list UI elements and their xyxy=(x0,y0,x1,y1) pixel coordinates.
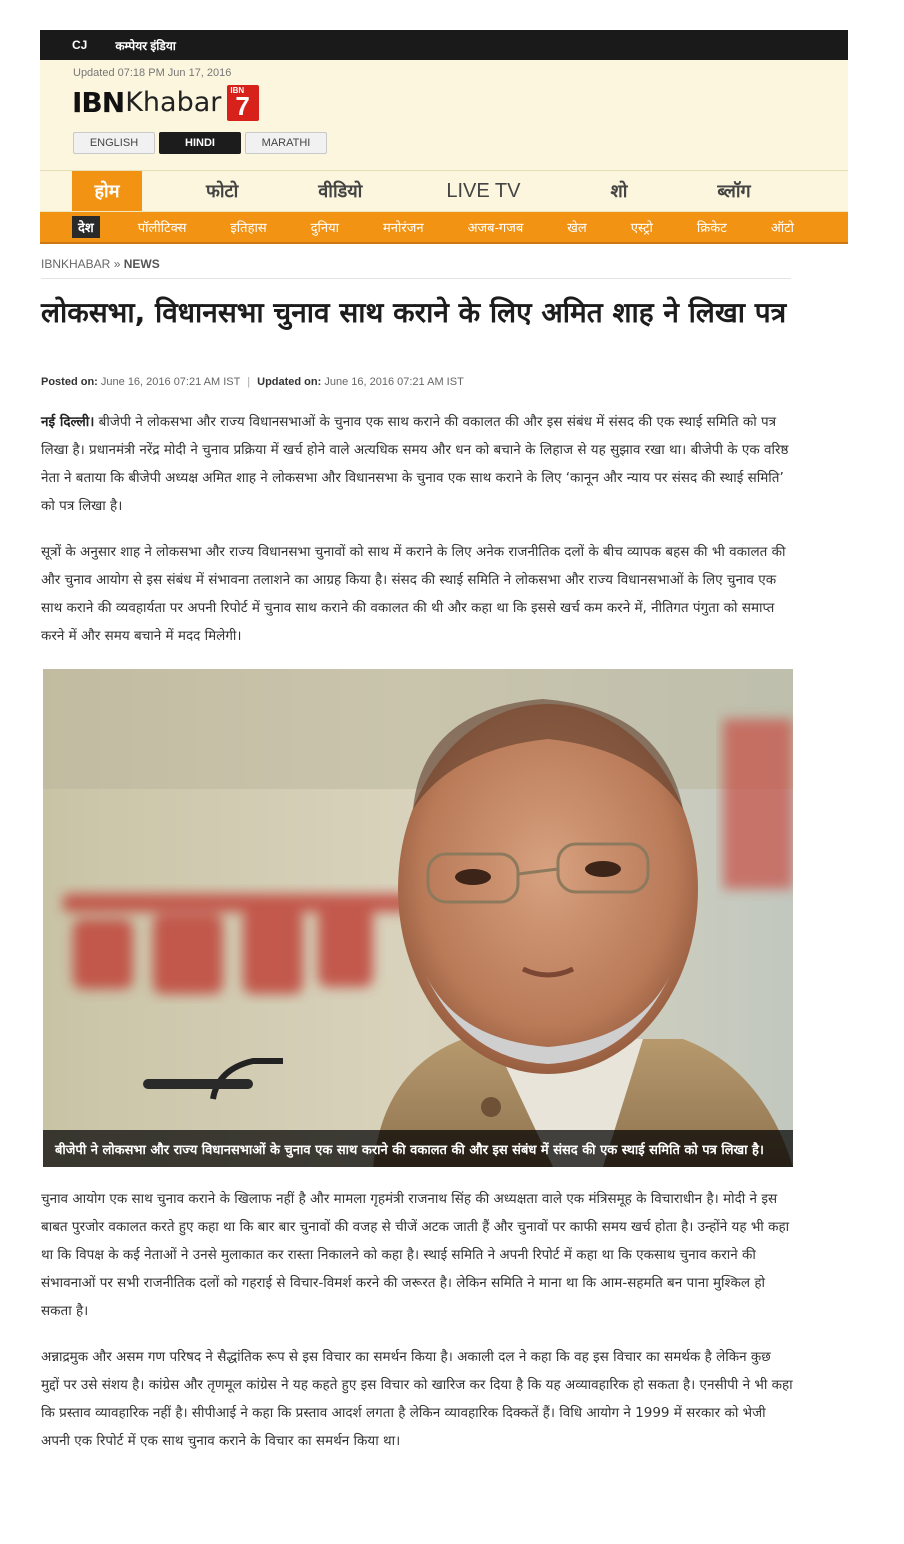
subnav-auto[interactable]: ऑटो xyxy=(770,220,795,235)
breadcrumb-separator: » xyxy=(113,257,121,271)
nav-live-tv[interactable]: LIVE TV xyxy=(446,179,521,202)
dateline: नई दिल्ली। xyxy=(41,414,95,430)
breadcrumb xyxy=(41,257,160,271)
breadcrumb-current[interactable]: NEWS xyxy=(123,257,160,271)
badge-number: 7 xyxy=(235,91,250,121)
site-logo[interactable] xyxy=(72,85,259,121)
nav-video[interactable]: वीडियो xyxy=(318,181,363,201)
logo-khabar-text: Khabar xyxy=(125,87,222,118)
divider xyxy=(41,278,791,279)
topbar-link-cj[interactable]: CJ xyxy=(72,38,88,52)
subnav-politics[interactable]: पॉलीटिक्स xyxy=(137,220,187,235)
topbar-link-compare-india[interactable]: कम्पेयर इंडिया xyxy=(115,38,176,53)
nav-photo[interactable]: फोटो xyxy=(206,181,239,201)
article-title: लोकसभा, विधानसभा चुनाव साथ कराने के लिए अमित शाह ने लिखा पत्र xyxy=(41,296,787,329)
article-image[interactable] xyxy=(43,669,793,1167)
article-paragraph-4: अन्नाद्रमुक और असम गण परिषद ने सैद्धांतिक रूप से इस विचार का समर्थन किया है। अकाली दल ने कहा कि वह इस विचार का समर्थक है लेकिन कुछ मुद्दों पर उसे संशय है। कांग्रेस और तृणमूल कांग्रेस ने यह कहते हुए इस विचार को खारिज कर दिया है कि यह अव्यावहारिक हो सकता है। एनसीपी ने भी कहा कि प्रस्ताव व्यावहारिक नहीं है। सीपीआई ने कहा कि प्रस्ताव आदर्श लगता है लेकिन व्यावहारिक दिक्कतें हैं। विधि आयोग ने 1999 में सरकार को भेजी अपनी एक रिपोर्ट में एक साथ चुनाव कराने के विचार का समर्थन किया था। xyxy=(41,1349,793,1449)
subnav-entertainment[interactable]: मनोरंजन xyxy=(383,220,424,235)
lang-english-button[interactable]: ENGLISH xyxy=(73,132,155,154)
posted-date: June 16, 2016 07:21 AM IST xyxy=(100,376,241,388)
subnav-astro[interactable]: एस्ट्रो xyxy=(630,220,653,235)
subnav-ajab-gajab[interactable]: अजब-गजब xyxy=(467,220,524,235)
sub-nav xyxy=(40,212,848,244)
nav-blog[interactable]: ब्लॉग xyxy=(717,181,751,201)
updated-date: June 16, 2016 07:21 AM IST xyxy=(324,376,464,388)
site-header xyxy=(40,30,848,244)
paragraph-1-text: बीजेपी ने लोकसभा और राज्य विधानसभाओं के चुनाव एक साथ कराने की वकालत की और इस संबंध में संसद की एक स्थाई समिति को पत्र लिखा है। प्रधानमंत्री नरेंद्र मोदी ने चुनाव प्रक्रिया में खर्च होने वाले अत्यधिक समय और धन को बचाने के लिहाज से यह सुझाव रखा था। बीजेपी के एक वरिष्ठ नेता ने बताया कि बीजेपी अध्यक्ष अमित शाह ने लोकसभा और विधानसभा के चुनाव एक साथ कराने के लिए ‘कानून और न्याय पर संसद की स्थाई समिति’ को पत्र लिखा है। xyxy=(41,414,789,514)
nav-show[interactable]: शो xyxy=(610,181,628,201)
masthead xyxy=(40,60,848,171)
nav-home[interactable]: होम xyxy=(72,171,142,211)
lang-marathi-button[interactable]: MARATHI xyxy=(245,132,327,154)
badge-small-text: IBN xyxy=(230,86,245,95)
updated-timestamp: Updated 07:18 PM Jun 17, 2016 xyxy=(73,67,232,79)
ibn7-badge-icon xyxy=(227,85,259,121)
subnav-world[interactable]: दुनिया xyxy=(310,220,340,235)
main-nav xyxy=(40,171,848,212)
article-paragraph-3: चुनाव आयोग एक साथ चुनाव कराने के खिलाफ नहीं है और मामला गृहमंत्री राजनाथ सिंह की अध्यक्षता वाले एक मंत्रिसमूह के विचाराधीन है। मोदी ने इस बाबत पुरजोर वकालत करते हुए कहा था कि बार बार चुनावों की वजह से चीजें अटक जाती हैं और चुनावों पर काफी समय खर्च होता है। उन्होंने यह भी कहा था कि विपक्ष के कई नेताओं ने उनसे मुलाकात कर रास्ता निकालने को कहा है। स्थाई समिति ने अपनी रिपोर्ट में कहा था कि एकसाथ चुनाव कराने की संभावनाओं पर सभी राजनीतिक दलों को गहराई से विचार-विमर्श करने की जरूरत है। लेकिन समिति ने माना था कि आम-सहमति बन पाना मुश्किल हो सकता है। xyxy=(41,1191,790,1319)
updated-label: Updated on: xyxy=(257,376,322,388)
article-meta xyxy=(41,376,464,388)
subnav-sports[interactable]: खेल xyxy=(567,220,587,235)
article-paragraph-1 xyxy=(41,408,793,520)
image-caption: बीजेपी ने लोकसभा और राज्य विधानसभाओं के चुनाव एक साथ कराने की वकालत की और इस संबंध में संसद की एक स्थाई समिति को पत्र लिखा है। xyxy=(43,1130,793,1167)
breadcrumb-root[interactable]: IBNKHABAR xyxy=(41,257,111,271)
subnav-history[interactable]: इतिहास xyxy=(230,220,267,235)
portrait-illustration xyxy=(43,669,793,1167)
language-switcher xyxy=(73,132,327,154)
meta-separator: | xyxy=(247,376,251,388)
article-paragraph-2: सूत्रों के अनुसार शाह ने लोकसभा और राज्य विधानसभा चुनावों को साथ में कराने के लिए अनेक राजनीतिक दलों के बीच व्यापक बहस की भी वकालत की और चुनाव आयोग से इस संबंध में संभावना तलाशने का आग्रह किया है। संसद की स्थाई समिति ने लोकसभा और राज्य विधानसभाओं के लिए चुनाव एक साथ कराने की व्यवहार्यता पर अपनी रिपोर्ट में चुनाव साथ कराने की वकालत की थी और कहा था कि इससे खर्च कम करने में, नीतिगत पंगुता को समाप्त करने में और समय बचाने में मदद मिलेगी। xyxy=(41,544,786,644)
subnav-cricket[interactable]: क्रिकेट xyxy=(696,220,727,235)
lang-hindi-button[interactable]: HINDI xyxy=(159,132,241,154)
posted-label: Posted on: xyxy=(41,376,98,388)
top-bar xyxy=(40,30,848,60)
logo-ibn-text: IBN xyxy=(72,86,125,119)
subnav-desh[interactable]: देश xyxy=(72,216,100,238)
